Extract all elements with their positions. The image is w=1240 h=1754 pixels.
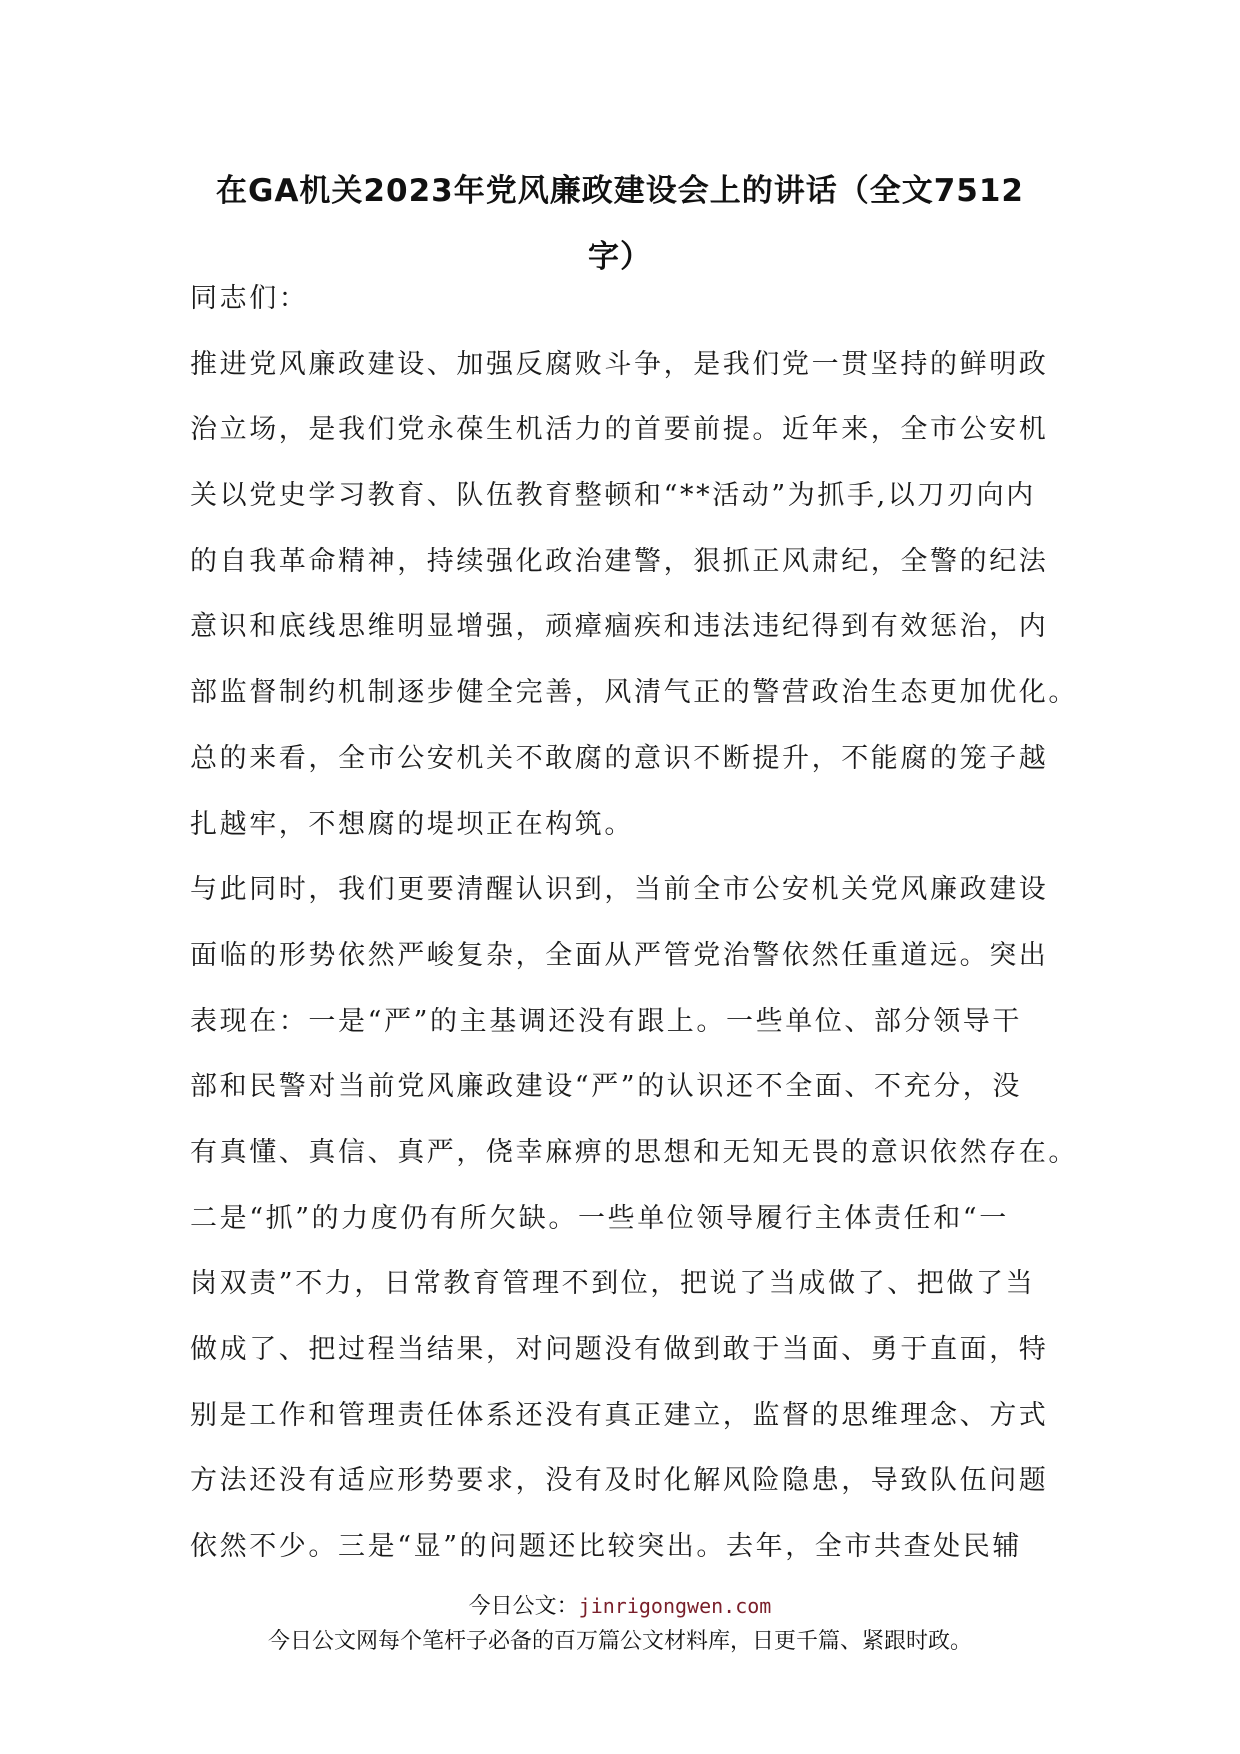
body-line: 别是工作和管理责任体系还没有真正建立，监督的思维理念、方式 — [190, 1399, 1049, 1431]
footer-site-label: 今日公文： — [468, 1594, 579, 1619]
body-line: 治立场，是我们党永葆生机活力的首要前提。近年来，全市公安机 — [190, 414, 1049, 446]
body-line: 部监督制约机制逐步健全完善，风清气正的警营政治生态更加优化。 — [190, 677, 1078, 709]
body-line: 关以党史学习教育、队伍教育整顿和“**活动”为抓手,以刀刃向内 — [190, 480, 1036, 512]
body-line: 二是“抓”的力度仍有所欠缺。一些单位领导履行主体责任和“一 — [190, 1202, 1009, 1234]
body-line: 扎越牢，不想腐的堤坝正在构筑。 — [190, 808, 634, 840]
body-line: 的自我革命精神，持续强化政治建警，狠抓正风肃纪，全警的纪法 — [190, 545, 1049, 577]
footer-site — [0, 1590, 1240, 1623]
body-line: 推进党风廉政建设、加强反腐败斗争，是我们党一贯坚持的鲜明政 — [190, 348, 1049, 380]
body-line: 总的来看，全市公安机关不敢腐的意识不断提升，不能腐的笼子越 — [190, 742, 1049, 774]
body-line: 表现在：一是“严”的主基调还没有跟上。一些单位、部分领导干 — [190, 1005, 1023, 1037]
body-line: 做成了、把过程当结果，对问题没有做到敢于当面、勇于直面，特 — [190, 1334, 1049, 1365]
salutation: 同志们： — [190, 283, 309, 314]
body-line: 方法还没有适应形势要求，没有及时化解风险隐患，导致队伍问题 — [190, 1465, 1049, 1497]
title-line-2: 字） — [588, 239, 652, 275]
body-line: 与此同时，我们更要清醒认识到，当前全市公安机关党风廉政建设 — [190, 874, 1049, 906]
footer-site-url[interactable]: jinrigongwen.com — [578, 1594, 772, 1618]
body-line: 部和民警对当前党风廉政建设“严”的认识还不全面、不充分，没 — [190, 1071, 1023, 1103]
document-body — [190, 266, 1078, 1580]
body-line: 岗双责”不力，日常教育管理不到位，把说了当成做了、把做了当 — [190, 1268, 1036, 1300]
body-line: 依然不少。三是“显”的问题还比较突出。去年，全市共查处民辅 — [190, 1531, 1023, 1563]
footer-tagline: 今日公文网每个笔杆子必备的百万篇公文材料库，日更千篇、紧跟时政。 — [267, 1629, 972, 1654]
body-line: 面临的形势依然严峻复杂，全面从严管党治警依然任重道远。突出 — [190, 939, 1049, 971]
body-line: 意识和底线思维明显增强，顽瘴痼疾和违法违纪得到有效惩治，内 — [190, 611, 1049, 643]
title-line-1: 在GA机关2023年党风廉政建设会上的讲话（全文7512 — [216, 173, 1024, 209]
body-line: 有真懂、真信、真严，侥幸麻痹的思想和无知无畏的意识依然存在。 — [190, 1136, 1078, 1168]
